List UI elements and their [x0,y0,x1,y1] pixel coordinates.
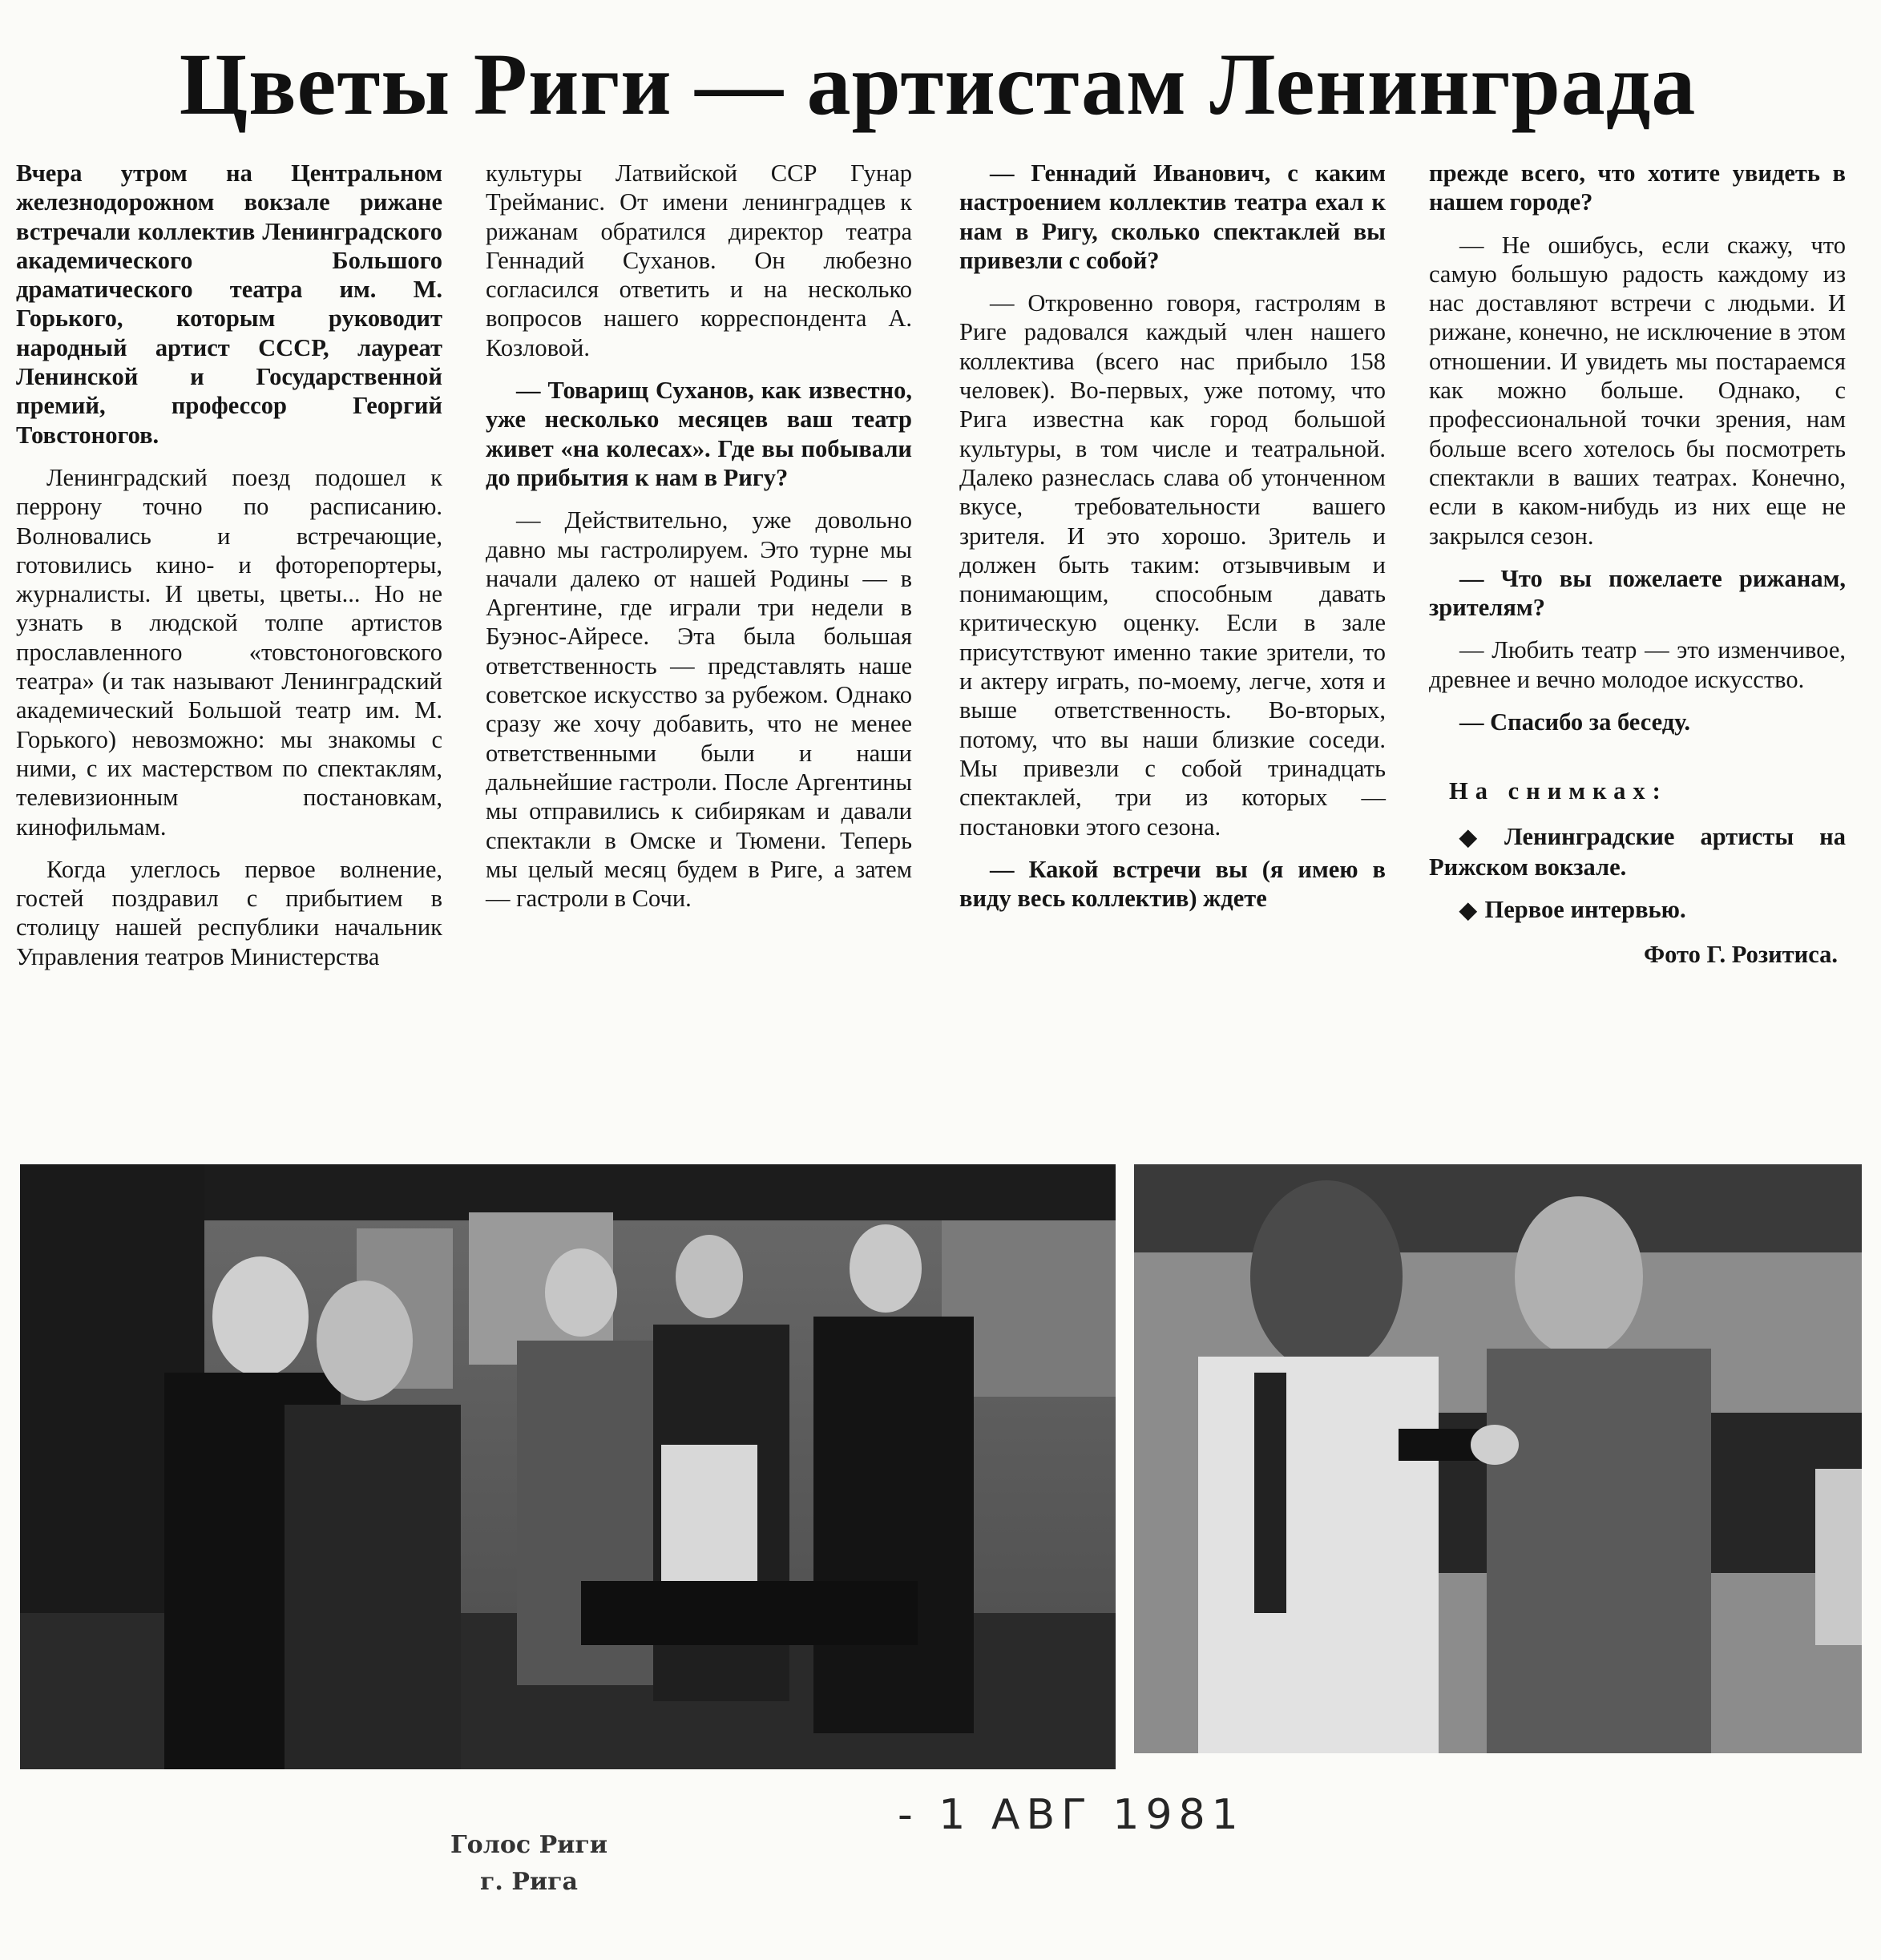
interview-closing: — Спасибо за беседу. [1459,708,1690,736]
photo-first-interview [1134,1164,1862,1753]
photo-captions [1429,776,1846,968]
diamond-bullet-icon: ◆ [1459,898,1477,924]
interview-answer: — Откровенно говоря, гастролям в Риге радовался каждый член нашего коллектива (всего нас прибыло 158 человек). Во-первых, уже потому, что Рига известна как город большой культуры, в том числе и театральной. Далеко разнеслась слава об утонченном вкусе, требовательности вашего зрителя. И это хорошо. Зритель и должен быть таким: отзывчивым и понимающим, способным давать критическую оценку. Если в зале присутствуют именно такие зрители, то и актеру играть, по-моему, легче, хотя и выше ответственность. Во-вторых, потому, что вы наши близкие соседи. Мы привезли с собой тринадцать спектаклей, три из которых — постановки этого сезона. [959,289,1386,841]
caption-text: Ленинградские артисты на Рижском вокзале. [1429,822,1846,881]
article-column-3 [959,159,1386,926]
photo-credit: Фото Г. Розитиса. [1643,940,1838,968]
source-city: г. Рига [480,1868,578,1896]
interview-question: прежде всего, что хотите увидеть в нашем городе? [1429,159,1846,216]
captions-heading: На снимках: [1449,777,1668,805]
body-paragraph: культуры Латвийской ССР Гунар Трейманис. От имени ленинградцев к рижанам обратился директор театра Геннадий Суханов. Он любезно согласился ответить и на несколько вопросов нашего корреспондента А. Козловой. [486,159,912,361]
body-paragraph: Когда улеглось первое волнение, гостей поздравил с прибытием в столицу нашей республики начальник Управления театров Министерства [16,855,442,970]
lead-paragraph: Вчера утром на Центральном железнодорожном вокзале рижане встречали коллектив Ленинградского академического Большого драматического театра им. М. Горького, которым руководит народный артист СССР, лауреат Ленинской и Государственной премий, профессор Георгий Товстоногов. [16,159,442,449]
station-crowd-image [20,1164,1116,1769]
photo-station-crowd [20,1164,1116,1769]
article-column-1 [16,159,442,985]
interview-answer: — Не ошибусь, если скажу, что самую большую радость каждому из нас доставляют встречи с людьми. И рижане, конечно, не исключение в этом отношении. И увидеть мы постараемся как можно больше. Однако, с профессиональной точки зрения, нам больше всего хотелось бы посмотреть спектакли в ваших театрах. Конечно, если в каком-нибудь из них еще не закрылся сезон. [1429,231,1846,550]
article-column-2 [486,159,912,926]
caption-item [1429,895,1846,926]
interview-answer: — Любить театр — это изменчивое, древнее и вечно молодое искусство. [1429,636,1846,693]
article-column-4 [1429,159,1846,969]
interview-question: — Геннадий Иванович, с каким настроением коллектив театра ехал к нам в Ригу, сколько спектаклей вы привезли с собой? [959,159,1386,274]
interview-question: — Какой встречи вы (я имею в виду весь коллектив) ждете [959,855,1386,913]
newspaper-source-stamp [409,1827,649,1901]
interview-answer: — Действительно, уже довольно давно мы гастролируем. Это турне мы начали далеко от нашей Родины — в Аргентине, где играли три недели в Буэнос-Айресе. Эта была большая ответственность — представлять наше советское искусство за рубежом. Однако сразу же хочу добавить, что не менее ответственными были и наши дальнейшие гастроли. После Аргентины мы отправились к сибирякам и давали спектакли в Омске и Тюмени. Теперь мы целый месяц будем в Риге, а затем — гастроли в Сочи. [486,506,912,913]
source-newspaper: Голос Риги [450,1831,608,1859]
headline: Цветы Риги — артистам Ленинграда [179,35,1697,133]
interview-image [1134,1164,1862,1753]
body-paragraph: Ленинградский поезд подошел к перрону точно по расписанию. Волновались и встречающие, готовились кино- и фоторепортеры, журналисты. И цветы, цветы... Но не узнать в людской толпе артистов прославленного «товстоноговского театра» (и так называют Ленинградский академический Большой театр им. М. Горького) невозможно: мы знакомы с ними, с их мастерством по спектаклям, телевизионным постановкам, кинофильмам. [16,463,442,841]
caption-item [1429,822,1846,882]
caption-text: Первое интервью. [1484,896,1686,924]
diamond-bullet-icon: ◆ [1459,825,1496,850]
interview-question: — Товарищ Суханов, как известно, уже несколько месяцев ваш театр живет «на колесах». Где вы побывали до прибытия к нам в Ригу? [486,377,912,491]
interview-question: — Что вы пожелаете рижанам, зрителям? [1429,564,1846,622]
archive-date-stamp: - 1 АВГ 1981 [898,1791,1245,1839]
